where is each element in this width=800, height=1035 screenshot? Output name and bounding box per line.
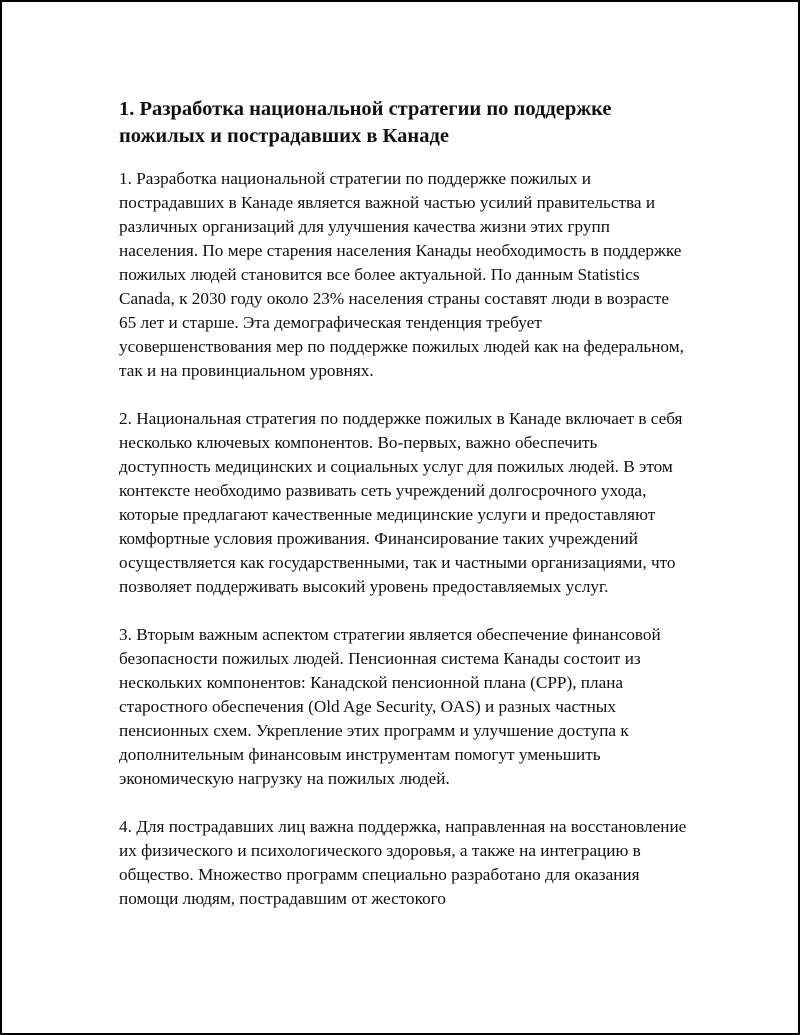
paragraph-3: 3. Вторым важным аспектом стратегии является обеспечение финансовой безопасности пожилых людей. Пенсионная система Канады состоит из нескольких компонентов: Канадской пенсионной плана (CPP), плана старостного обеспечения (Old Age Security, OAS) и разных частных пенсионных схем. Укрепление этих программ и улучшение доступа к дополнительным финансовым инструментам помогут уменьшить экономическую нагрузку на пожилых людей. xyxy=(119,625,661,788)
document-body xyxy=(119,96,689,911)
paragraph-1: 1. Разработка национальной стратегии по поддержке пожилых и пострадавших в Канаде является важной частью усилий правительства и различных организаций для улучшения качества жизни этих групп населения. По мере старения населения Канады необходимость в поддержке пожилых людей становится все более актуальной. По данным Statistics Canada, к 2030 году около 23% населения страны составят люди в возрасте 65 лет и старше. Эта демографическая тенденция требует усовершенствования мер по поддержке пожилых людей как на федеральном, так и на провинциальном уровнях. xyxy=(119,169,684,380)
paragraph-2: 2. Национальная стратегия по поддержке пожилых в Канаде включает в себя несколько ключевых компонентов. Во-первых, важно обеспечить доступность медицинских и социальных услуг для пожилых людей. В этом контексте необходимо развивать сеть учреждений долгосрочного ухода, которые предлагают качественные медицинские услуги и предоставляют комфортные условия проживания. Финансирование таких учреждений осуществляется как государственными, так и частными организациями, что позволяет поддерживать высокий уровень предоставляемых услуг. xyxy=(119,409,683,596)
paragraph-4: 4. Для пострадавших лиц важна поддержка, направленная на восстановление их физического и психологического здоровья, а также на интеграцию в общество. Множество программ специально разработано для оказания помощи людям, пострадавшим от жестокого xyxy=(119,817,687,908)
section-heading: 1. Разработка национальной стратегии по поддержке пожилых и пострадавших в Канаде xyxy=(119,98,612,147)
